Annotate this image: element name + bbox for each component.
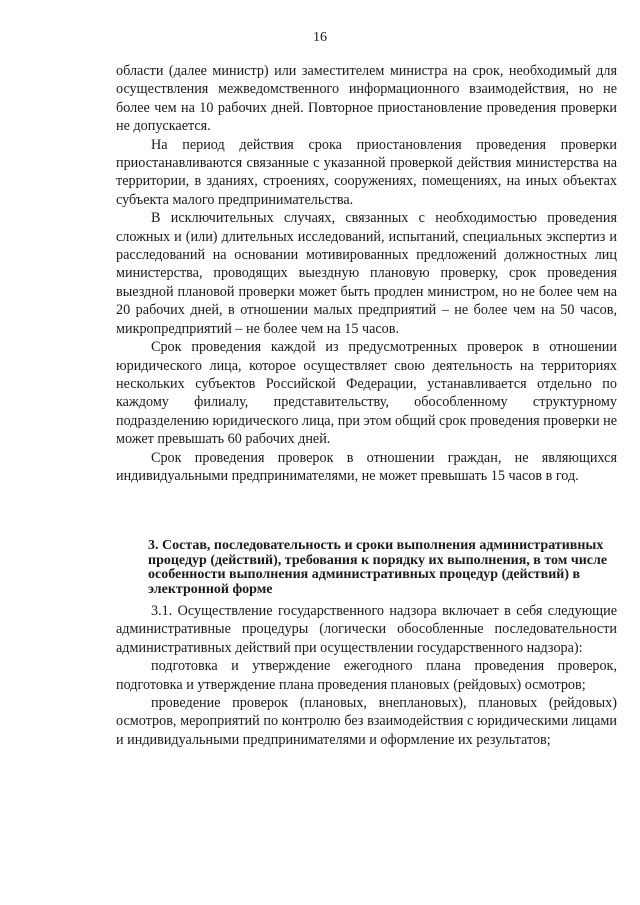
list-item: подготовка и утверждение ежегодного плана проведения проверок, подготовка и утверждение плана проведения плановых (рейдовых) осмотров; bbox=[116, 658, 617, 693]
paragraph: Срок проведения каждой из предусмотренных проверок в отношении юридического лица, которое осуществляет свою деятельность на территориях нескольких субъектов Российской Федерации, устанавливается отдельно по каждому филиалу, представительству, обособленному структурному подразделению юридического лица, при этом общий срок проведения проверки не может превышать 60 рабочих дней. bbox=[116, 339, 617, 448]
page-number: 16 bbox=[313, 30, 327, 45]
paragraph: 3.1. Осуществление государственного надзора включает в себя следующие административные процедуры (логически обособленные последовательности административных действий при осуществлении государственного надзора): bbox=[116, 603, 617, 656]
section-heading bbox=[148, 539, 608, 597]
paragraph: В исключительных случаях, связанных с необходимостью проведения сложных и (или) длительных исследований, испытаний, специальных экспертиз и расследований на основании мотивированных предложений должностных лиц министерства, проводящих выездную плановую проверку, срок проведения выездной плановой проверки может быть продлен министром, но не более чем на 20 рабочих дней, в отношении малых предприятий – не более чем на 50 часов, микропредприятий – не более чем на 15 часов. bbox=[116, 210, 617, 337]
paragraph-continuation: области (далее министр) или заместителем министра на срок, необходимый для осуществления межведомственного информационного взаимодействия, но не более чем на 10 рабочих дней. Повторное приостановление проведения проверки не допускается. bbox=[116, 63, 617, 135]
list-item: проведение проверок (плановых, внеплановых), плановых (рейдовых) осмотров, мероприятий по контролю без взаимодействия с юридическими лицами и индивидуальными предпринимателями и оформление их результатов; bbox=[116, 695, 617, 748]
section-number: 3. bbox=[148, 538, 159, 553]
paragraph: Срок проведения проверок в отношении граждан, не являющихся индивидуальными предпринимателями, не может превышать 15 часов в год. bbox=[116, 449, 617, 484]
section-title: Состав, последовательность и сроки выполнения административных процедур (действий), требования к порядку их выполнения, в том числе особенности выполнения административных процедур (действий) в электронной форме bbox=[148, 538, 608, 597]
body-text-block-2 bbox=[116, 602, 617, 749]
body-text-block-1 bbox=[116, 62, 617, 485]
paragraph: На период действия срока приостановления проведения проверки приостанавливаются связанные с указанной проверкой действия министерства на территории, в зданиях, строениях, сооружениях, помещениях, на иных объектах субъекта малого предпринимательства. bbox=[116, 136, 617, 208]
